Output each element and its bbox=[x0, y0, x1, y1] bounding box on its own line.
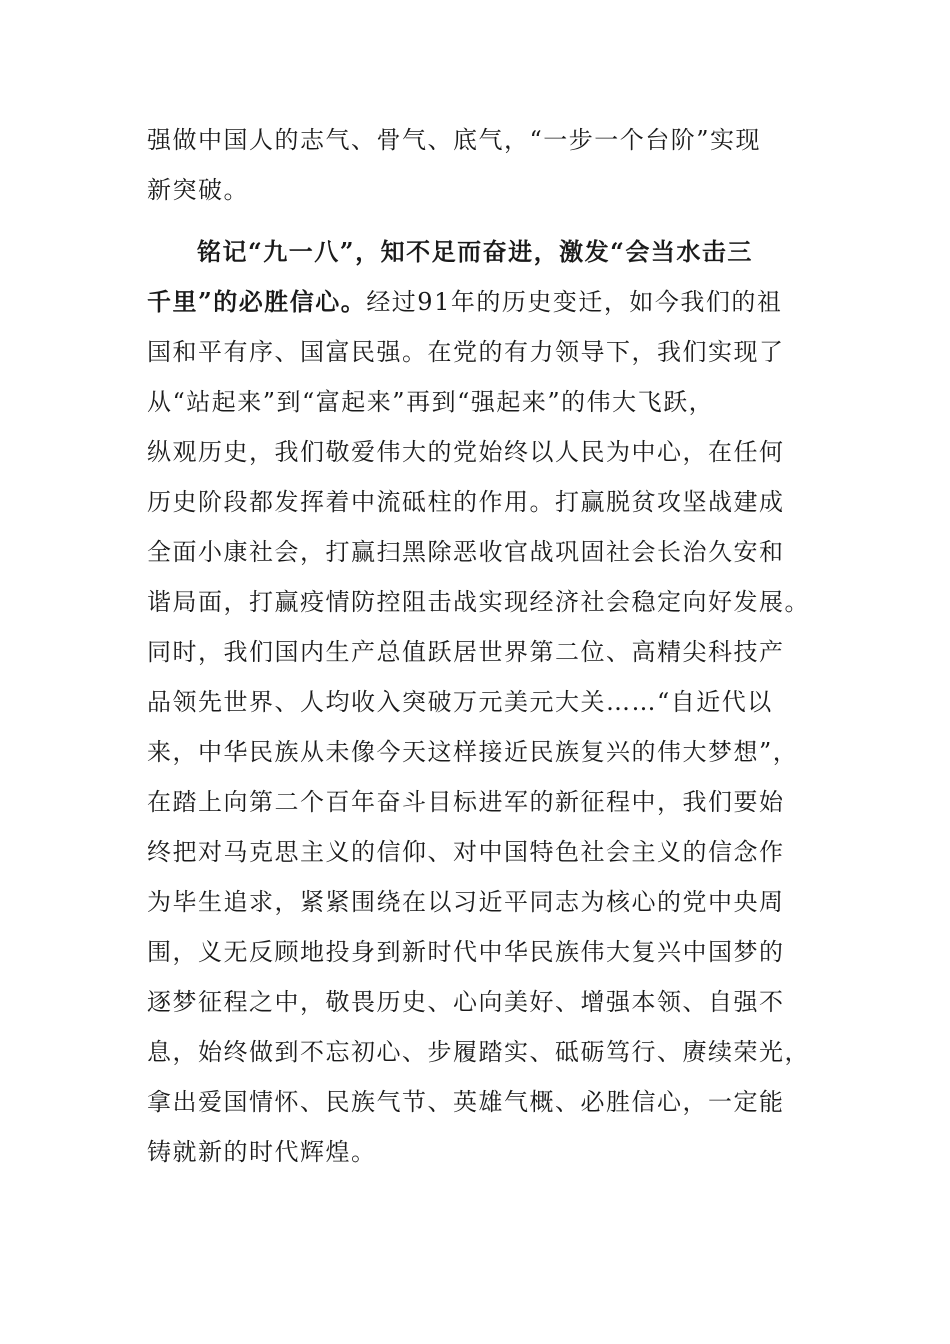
paragraph-text-start: 经过91年的历史变迁，如今我们的祖 bbox=[366, 288, 783, 316]
paragraph-line: 同时，我们国内生产总值跃居世界第二位、高精尖科技产 bbox=[147, 638, 785, 666]
text-line bbox=[147, 1090, 785, 1114]
text-line bbox=[147, 590, 810, 614]
text-line bbox=[147, 740, 798, 764]
paragraph-line: 国和平有序、国富民强。在党的有力领导下，我们实现了 bbox=[147, 338, 785, 366]
paragraph-line: 来，中华民族从未像今天这样接近民族复兴的伟大梦想”， bbox=[147, 738, 799, 766]
text-line bbox=[147, 940, 785, 964]
text-line bbox=[147, 640, 785, 664]
text-line bbox=[147, 390, 714, 414]
paragraph-line: 拿出爱国情怀、民族气节、英雄气概、必胜信心，一定能 bbox=[147, 1088, 785, 1116]
text-line bbox=[147, 890, 785, 914]
paragraph-line: 全面小康社会，打赢扫黑除恶收官战巩固社会长治久安和 bbox=[147, 538, 785, 566]
paragraph-line: 围，义无反顾地投身到新时代中华民族伟大复兴中国梦的 bbox=[147, 938, 785, 966]
paragraph-line: 息，始终做到不忘初心、步履踏实、砥砺笃行、赓续荣光， bbox=[147, 1038, 810, 1066]
paragraph-line: 纵观历史，我们敬爱伟大的党始终以人民为中心，在任何 bbox=[147, 438, 785, 466]
text-line bbox=[147, 440, 785, 464]
text-line bbox=[147, 990, 785, 1014]
text-line bbox=[147, 128, 761, 152]
paragraph-heading-line-2 bbox=[147, 287, 783, 316]
text-line bbox=[147, 490, 785, 514]
paragraph-line: 谐局面，打赢疫情防控阻击战实现经济社会稳定向好发展。 bbox=[147, 588, 810, 616]
paragraph-heading-2: 千里”的必胜信心。 bbox=[147, 287, 367, 316]
paragraph-line: 为毕生追求，紧紧围绕在以习近平同志为核心的党中央周 bbox=[147, 888, 785, 916]
paragraph-line: 在踏上向第二个百年奋斗目标进军的新征程中，我们要始 bbox=[147, 788, 785, 816]
text-line bbox=[147, 1040, 810, 1064]
text-line bbox=[147, 340, 785, 364]
text-line bbox=[147, 178, 249, 202]
paragraph-heading-line bbox=[197, 237, 753, 266]
paragraph-line: 品领先世界、人均收入突破万元美元大关……“自近代以 bbox=[147, 688, 773, 716]
text-line bbox=[147, 690, 773, 714]
continuation-line-2: 新突破。 bbox=[147, 176, 249, 204]
text-line bbox=[147, 1140, 377, 1164]
paragraph-line: 铸就新的时代辉煌。 bbox=[147, 1138, 377, 1166]
paragraph-line: 历史阶段都发挥着中流砥柱的作用。打赢脱贫攻坚战建成 bbox=[147, 488, 785, 516]
paragraph-line: 终把对马克思主义的信仰、对中国特色社会主义的信念作 bbox=[147, 838, 785, 866]
continuation-line-1: 强做中国人的志气、骨气、底气，“一步一个台阶”实现 bbox=[147, 126, 762, 154]
paragraph-line: 从“站起来”到“富起来”再到“强起来”的伟大飞跃， bbox=[147, 388, 715, 416]
paragraph-heading-1: 铭记“九一八”，知不足而奋进，激发“会当水击三 bbox=[197, 237, 753, 266]
text-line bbox=[147, 790, 785, 814]
text-line bbox=[147, 840, 785, 864]
text-line bbox=[147, 540, 785, 564]
paragraph-line: 逐梦征程之中，敬畏历史、心向美好、增强本领、自强不 bbox=[147, 988, 785, 1016]
